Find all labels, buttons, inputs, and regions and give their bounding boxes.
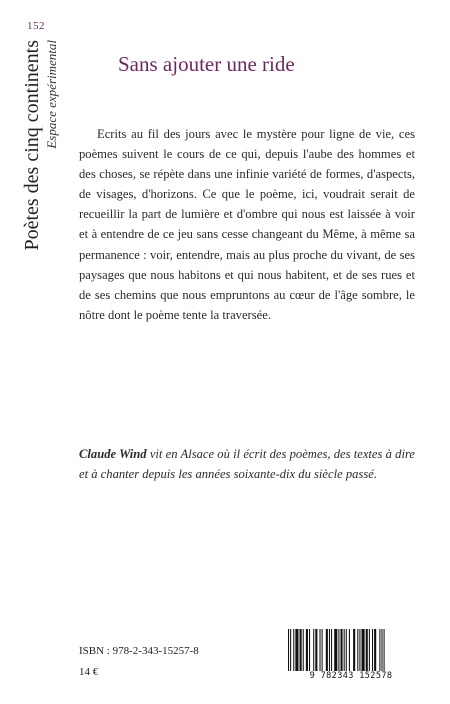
barcode-bars (286, 629, 416, 675)
barcode-bar (290, 629, 291, 675)
series-subtitle: Espace expérimental (44, 40, 59, 149)
barcode-bar (369, 629, 370, 675)
barcode-digits: 9 782343 152578 (286, 671, 416, 681)
barcode-bar (353, 629, 355, 675)
author-name: Claude Wind (79, 447, 147, 461)
barcode-bar (303, 629, 304, 675)
series-number: 152 (27, 20, 45, 32)
barcode-bar (288, 629, 289, 675)
barcode-bar (326, 629, 328, 675)
barcode-bar (320, 629, 321, 675)
barcode-bar (362, 629, 365, 675)
barcode-bar (341, 629, 343, 675)
barcode-bar (357, 629, 358, 675)
barcode (286, 629, 416, 683)
barcode-bar (322, 629, 323, 675)
barcode-bar (313, 629, 314, 675)
barcode-bar (309, 629, 310, 675)
barcode-bar (384, 629, 385, 675)
barcode-bar (295, 629, 298, 675)
blurb-paragraph (79, 124, 415, 325)
series-title: Poètes des cinq continents (21, 40, 43, 251)
barcode-bar (329, 629, 330, 675)
barcode-bar (344, 629, 345, 675)
barcode-bar (349, 629, 350, 675)
barcode-bar (293, 629, 294, 675)
barcode-bar (338, 629, 339, 675)
series-spine-text (20, 40, 64, 430)
barcode-bar (379, 629, 380, 675)
series-spine (20, 40, 64, 430)
barcode-bar (346, 629, 347, 675)
book-title: Sans ajouter une ride (118, 52, 295, 76)
barcode-bar (374, 629, 376, 675)
author-note (79, 444, 415, 484)
barcode-bar (359, 629, 360, 675)
barcode-bar (306, 629, 308, 675)
price-text: 14 € (79, 666, 99, 678)
author-bio: vit en Alsace où il écrit des poèmes, des textes à dire et à chanter depuis les années soixante-dix du siècle passé. (79, 447, 415, 481)
blurb-text: Ecrits au fil des jours avec le mystère pour ligne de vie, ces poèmes suivent le cours de ce qui, depuis l'aube des hommes et des choses, se répète dans une infinie variété de formes, d'aspects, de visages, d'horizons. Ce que le poème, ici, voudrait serait de recueillir la part de lumière et d'ombre qui nous est laissée à voir et à entendre de ce jeu sans cesse changeant du Même, à même sa permanence : voir, entendre, mais au plus proche du vivant, de ses paysages que nous habitons et qui nous habitent, et de ses rues et de ses chemins que nous empruntons au cœur de l'âge sombre, le nôtre dont le poème tente la traversée. (79, 127, 415, 322)
barcode-bar (334, 629, 337, 675)
barcode-bar (331, 629, 332, 675)
isbn-text: ISBN : 978-2-343-15257-8 (79, 645, 199, 657)
barcode-bar (366, 629, 368, 675)
barcode-bar (300, 629, 302, 675)
barcode-bar (381, 629, 382, 675)
barcode-bar (315, 629, 317, 675)
barcode-bar (372, 629, 373, 675)
